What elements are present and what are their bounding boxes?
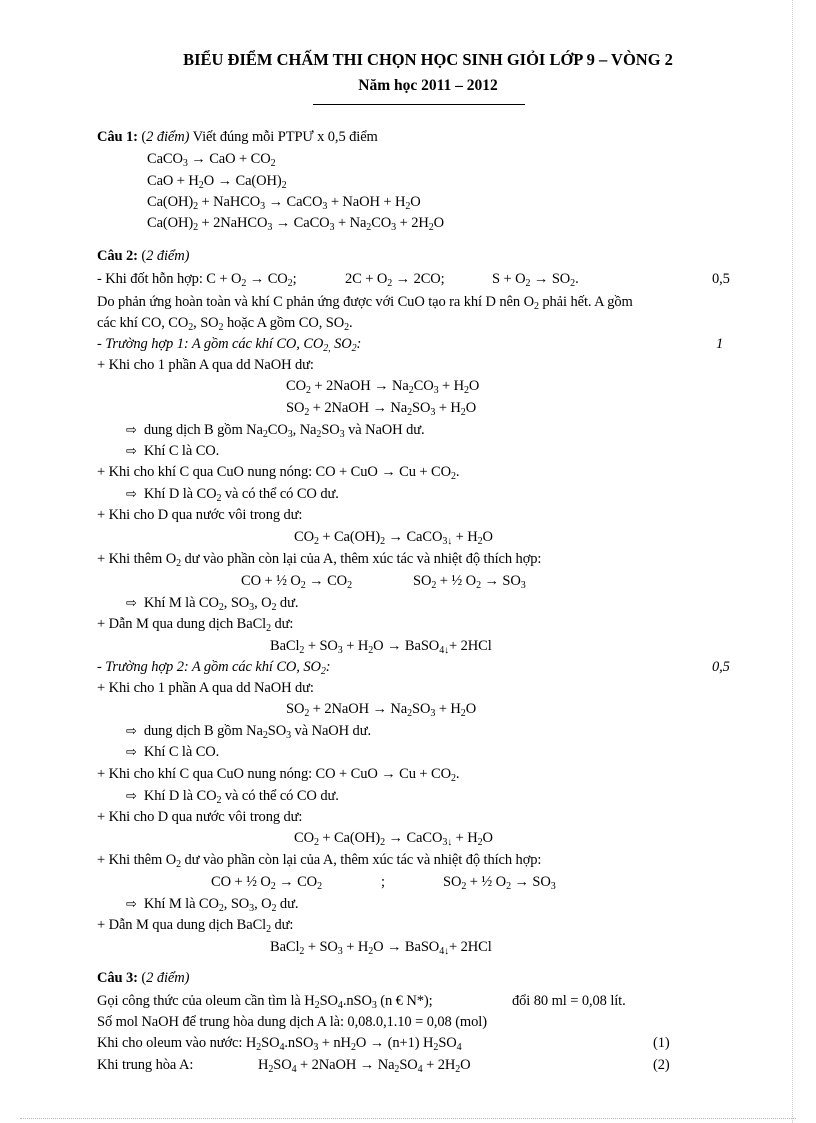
text-line: $Ca(OH)_2$ + 2NaHCO$_3$ → CaCO$_3$ + $Na_2CO_3 + 2H_2O$	[147, 215, 444, 233]
text-line: ⇨ Khí M là $CO_2$, $SO_3$, $O_2$ dư.	[126, 896, 299, 914]
text-line: CO + ½ $O_2 \to CO_2$	[241, 573, 352, 591]
text-line: BaCl$_2$ + $SO_3 + H_2O$ → BaSO$_{4↓}$+ 2HCl	[270, 939, 492, 957]
text-line: Khi cho oleum vào nước: $H_2SO_4.nSO_3 + nH_2O \to (n+1)$ $H_2SO_4$	[97, 1035, 462, 1053]
text-line: $SO_2$ + 2NaOH → $Na_2SO_3 + H_2O$	[286, 400, 477, 418]
text-line: các khí CO, $CO_2$, $SO_2$ hoặc A gồm CO, $SO_2$.	[97, 315, 353, 333]
text-line: $CO_2 + Ca(OH)_2$ → CaCO$_{3↓}$ + $H_2O$	[294, 830, 493, 848]
right-arrow-icon: ⇨	[126, 724, 137, 739]
text-line: 0,5	[712, 271, 730, 287]
text-line: + Khi thêm $O_2$ dư vào phần còn lại của A, thêm xúc tác và nhiệt độ thích hợp:	[97, 551, 542, 569]
text-line: $SO_2$ + 2NaOH → $Na_2SO_3 + H_2O$	[286, 701, 477, 719]
text-line: 0,5	[712, 659, 730, 675]
text-line: $H_2SO_4$ + 2NaOH → $Na_2SO_4 + 2H_2O$	[258, 1057, 471, 1075]
text-line: + Khi cho khí C qua CuO nung nóng: CO + CuO → $Cu + CO_2$.	[97, 766, 460, 784]
page-right-border	[792, 0, 793, 1123]
text-line: $SO_2$ + ½ $O_2 \to SO_3$	[443, 874, 556, 892]
text-line: BaCl$_2$ + $SO_3 + H_2O$ → BaSO$_{4↓}$+ 2HCl	[270, 638, 492, 656]
text-line: (1)	[653, 1035, 670, 1051]
text-line: Câu 3: (2 điểm)	[97, 970, 190, 986]
text-line: + Khi cho D qua nước vôi trong dư:	[97, 809, 303, 825]
text-line: ⇨ dung dịch B gồm $Na_2CO_3$, $Na_2SO_3$ và NaOH dư.	[126, 422, 425, 440]
text-line: Do phản ứng hoàn toàn và khí C phản ứng được với CuO tạo ra khí D nên $O_2$ phải hết. A gồm	[97, 294, 633, 312]
text-line: $CO_2 + Ca(OH)_2$ → CaCO$_{3↓}$ + $H_2O$	[294, 529, 493, 547]
text-line: CaO + $H_2O \to Ca(OH)_2$	[147, 173, 287, 191]
text-line: ⇨ Khí C là CO.	[126, 443, 220, 459]
text-line: - Trường hợp 1: A gồm các khí CO, $CO_{2,}$ $SO_2$:	[97, 336, 362, 354]
text-line: ⇨ Khí D là $CO_2$ và có thể có CO dư.	[126, 486, 339, 504]
right-arrow-icon: ⇨	[126, 423, 137, 438]
text-line: ⇨ dung dịch B gồm $Na_2SO_3$ và NaOH dư.	[126, 723, 371, 741]
text-line: $Ca(OH)_2$ + NaHCO$_3$ → CaCO$_3$ + NaOH + $H_2O$	[147, 194, 421, 212]
right-arrow-icon: ⇨	[126, 789, 137, 804]
text-line: $SO_2$ + ½ $O_2 \to SO_3$	[413, 573, 526, 591]
title-underline	[313, 104, 525, 105]
text-line: (2)	[653, 1057, 670, 1073]
text-line: - Trường hợp 2: A gồm các khí CO, $SO_2$:	[97, 659, 331, 677]
text-line: CaCO$_3$ → CaO + $CO_2$	[147, 151, 276, 169]
right-arrow-icon: ⇨	[126, 487, 137, 502]
text-line: ;	[381, 874, 385, 890]
text-line: $2C + O_2 \to 2CO$;	[345, 271, 445, 289]
text-line: Gọi công thức của oleum cần tìm là $H_2SO_4.nSO_3$ (n € N*);	[97, 993, 433, 1011]
text-line: Câu 1: (2 điểm) Viết đúng mỗi PTPƯ x 0,5 điểm	[97, 129, 378, 145]
text-line: + Khi cho 1 phần A qua dd NaOH dư:	[97, 357, 314, 373]
school-year: Năm học 2011 – 2012	[358, 77, 498, 94]
text-line: ⇨ Khí D là $CO_2$ và có thể có CO dư.	[126, 788, 339, 806]
text-line: + Khi cho D qua nước vôi trong dư:	[97, 507, 303, 523]
text-line: đổi 80 ml = 0,08 lít.	[512, 993, 626, 1009]
text-line: $CO_2$ + 2NaOH → $Na_2CO_3 + H_2O$	[286, 378, 480, 396]
text-line: Câu 2: (2 điểm)	[97, 248, 190, 264]
text-line: $S + O_2 \to SO_2$.	[492, 271, 579, 289]
text-line: Khi trung hòa A:	[97, 1057, 194, 1073]
right-arrow-icon: ⇨	[126, 745, 137, 760]
text-line: + Dẫn M qua dung dịch BaCl$_2$ dư:	[97, 616, 294, 634]
text-line: ⇨ Khí M là $CO_2$, $SO_3$, $O_2$ dư.	[126, 595, 299, 613]
text-line: Số mol NaOH để trung hòa dung dịch A là: 0,08.0,1.10 = 0,08 (mol)	[97, 1014, 487, 1030]
right-arrow-icon: ⇨	[126, 444, 137, 459]
text-line: + Dẫn M qua dung dịch BaCl$_2$ dư:	[97, 917, 294, 935]
page-bottom-border	[20, 1118, 796, 1119]
text-line: 1	[716, 336, 724, 352]
right-arrow-icon: ⇨	[126, 897, 137, 912]
text-line: + Khi cho 1 phần A qua dd NaOH dư:	[97, 680, 314, 696]
text-line: + Khi cho khí C qua CuO nung nóng: CO + CuO → $Cu + CO_2$.	[97, 464, 460, 482]
text-line: - Khi đốt hỗn hợp: $C + O_2 \to CO_2$;	[97, 271, 297, 289]
text-line: ⇨ Khí C là CO.	[126, 744, 220, 760]
document-title: BIỂU ĐIỂM CHẤM THI CHỌN HỌC SINH GIỎI LỚP 9 – VÒNG 2	[183, 50, 673, 69]
right-arrow-icon: ⇨	[126, 596, 137, 611]
text-line: + Khi thêm $O_2$ dư vào phần còn lại của A, thêm xúc tác và nhiệt độ thích hợp:	[97, 852, 542, 870]
text-line: CO + ½ $O_2 \to CO_2$	[211, 874, 322, 892]
